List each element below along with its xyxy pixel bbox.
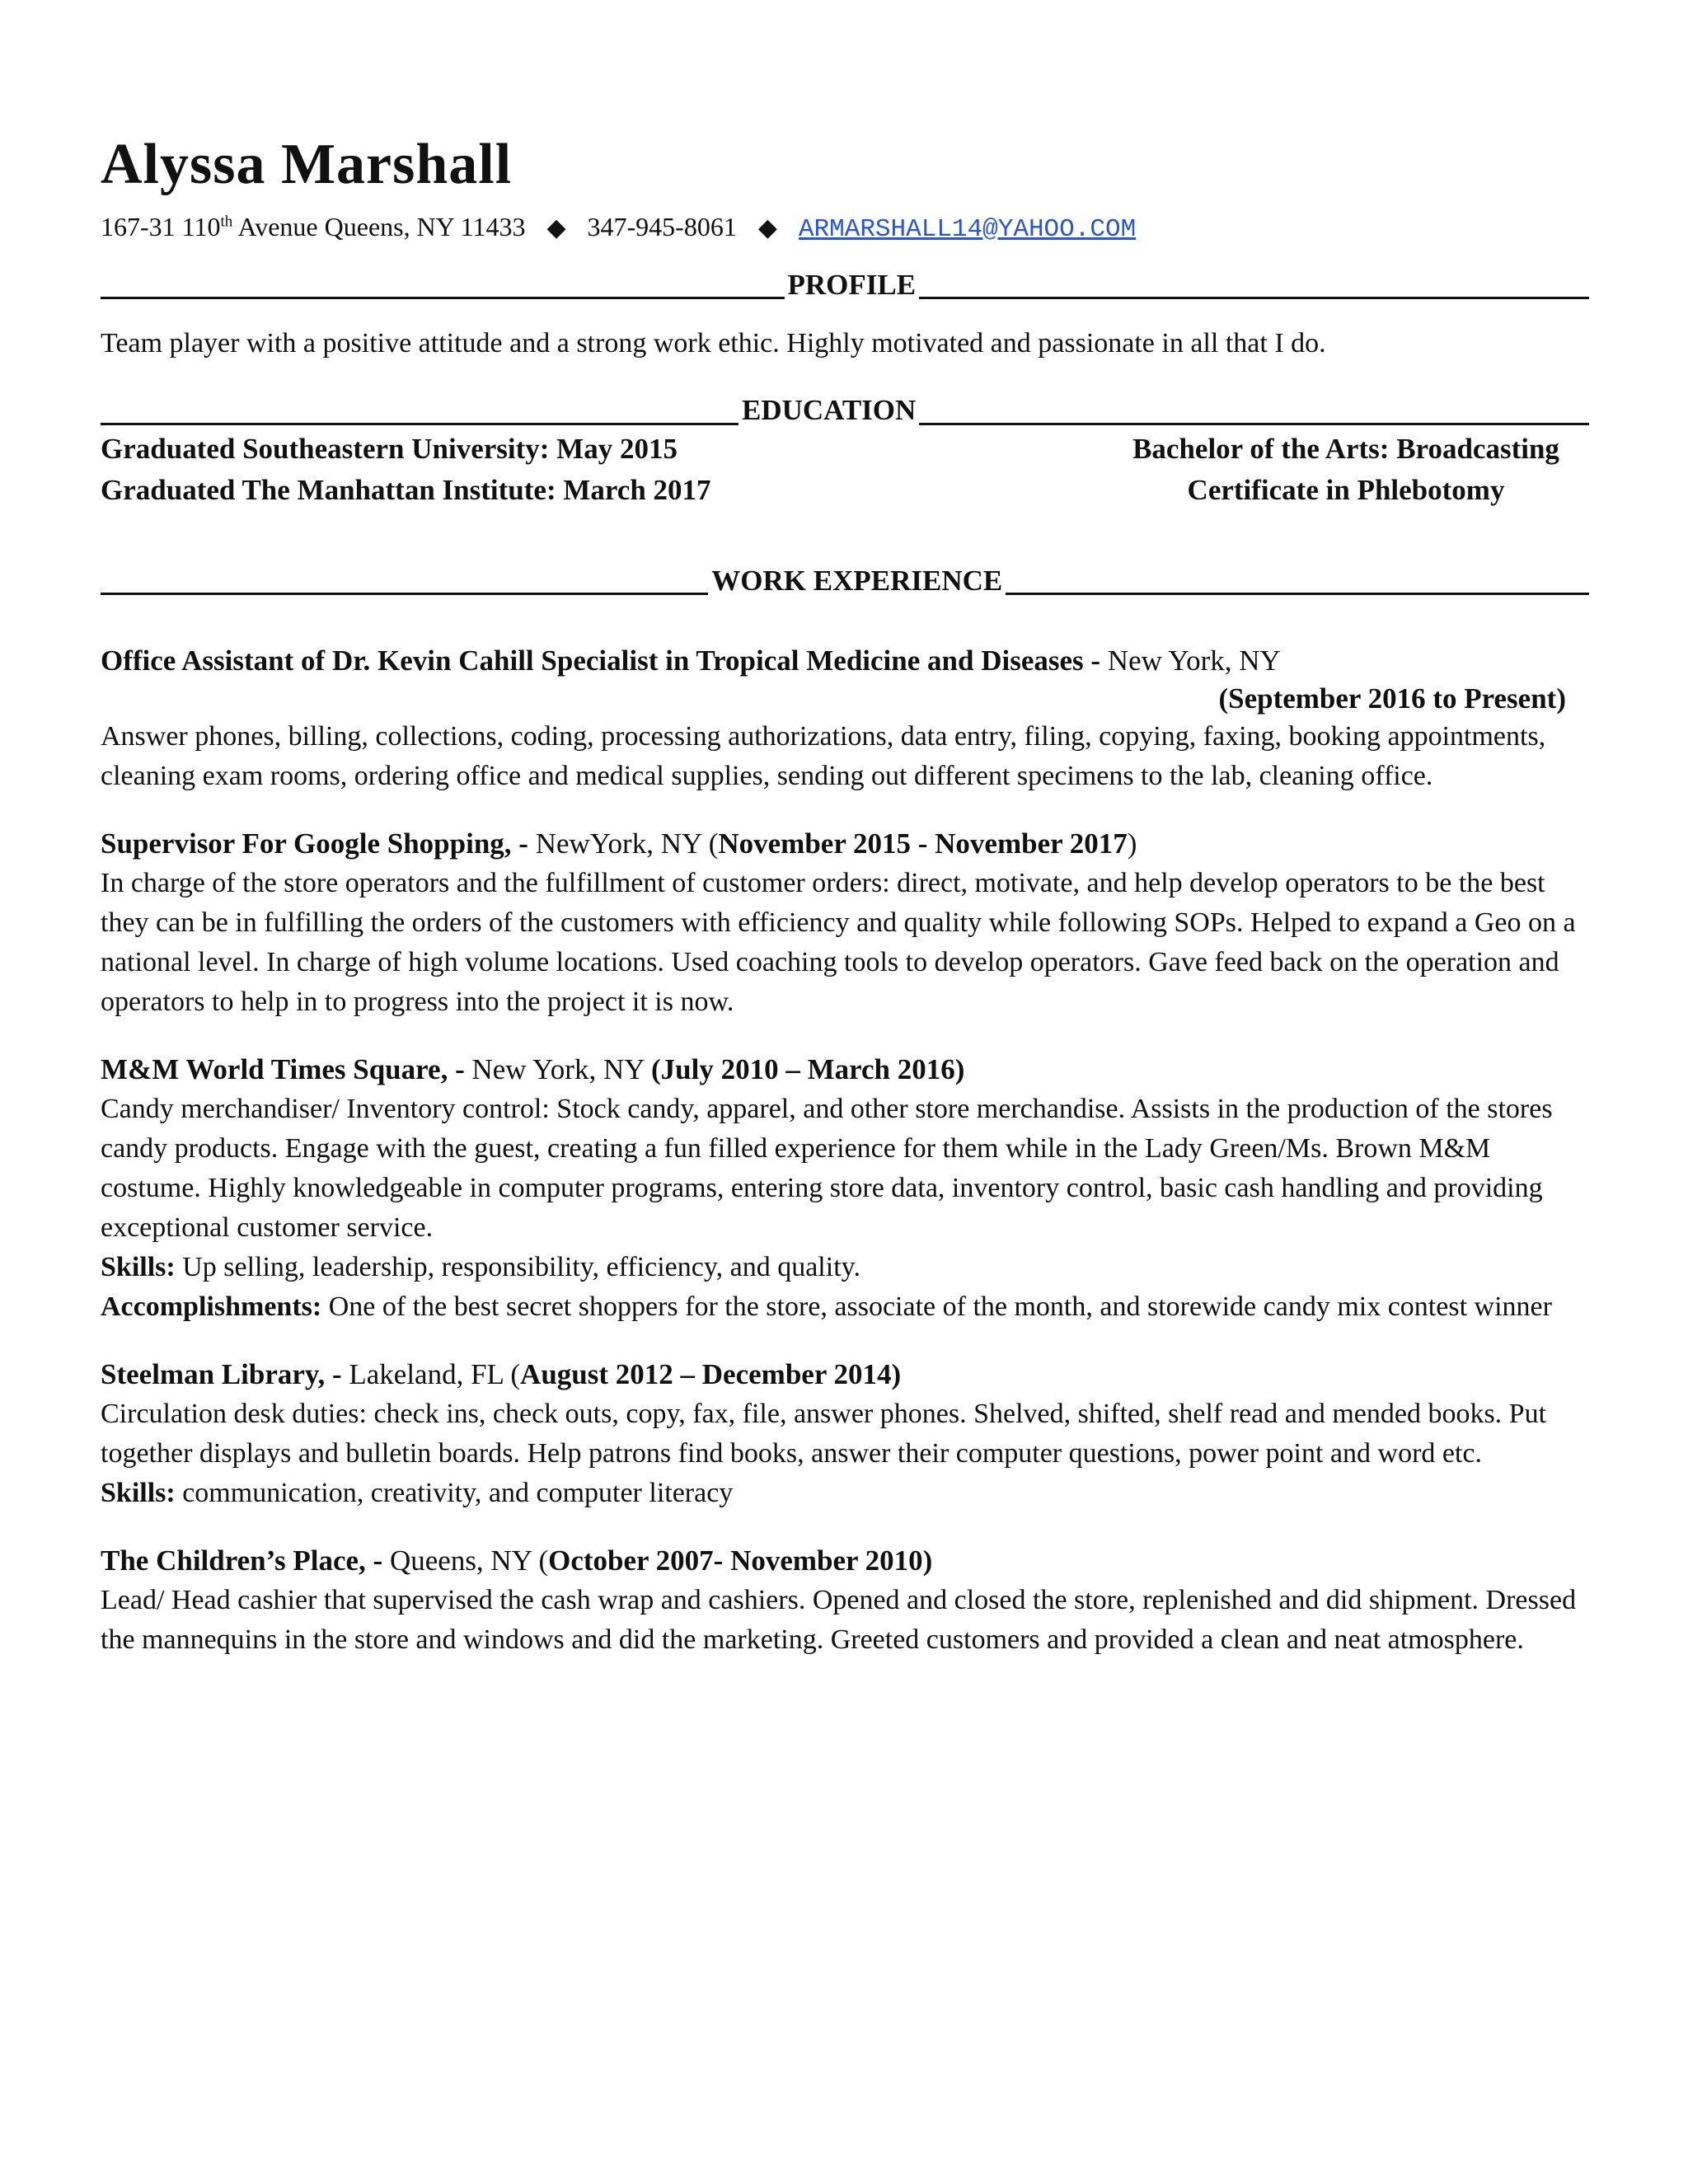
- job-skills: Skills: communication, creativity, and computer literacy: [101, 1478, 734, 1509]
- job-date: (September 2016 to Present): [1218, 682, 1566, 715]
- job-entry: [101, 1355, 1589, 1513]
- heading-rule-left: [101, 297, 785, 299]
- job-description: Lead/ Head cashier that supervised the cash wrap and cashiers. Opened and closed the store, replenished and did shipment. Dressed the mannequins in the store and windows and did the marketing. Greeted customers and provided a clean and neat atmosphere.: [101, 1585, 1577, 1656]
- job-title: Supervisor For Google Shopping, - NewYork, NY (November 2015 - November 2017): [101, 827, 1137, 860]
- job-skills: Skills: Up selling, leadership, responsibility, efficiency, and quality.: [101, 1252, 860, 1283]
- job-accomplishments: Accomplishments: One of the best secret shoppers for the store, associate of the month, and storewide candy mix contest winner: [101, 1291, 1552, 1323]
- job-title: M&M World Times Square, - New York, NY (July 2010 – March 2016): [101, 1053, 965, 1086]
- profile-heading: PROFILE: [101, 269, 1589, 302]
- job-description: Candy merchandiser/ Inventory control: Stock candy, apparel, and other store merchandise. Assists in the production of the stores candy products. Engage with the guest, creating a fun filled experience for them while in the Lady Green/Ms. Brown M&M costume. Highly knowledgeable in computer programs, entering store data, inventory control, basic cash handling and providing exceptional customer service.: [101, 1094, 1553, 1244]
- education-row: [101, 470, 1589, 511]
- phone: 347-945-8061: [587, 211, 737, 241]
- profile-text: Team player with a positive attitude and a strong work ethic. Highly motivated and passionate in all that I do.: [101, 328, 1326, 359]
- email-link[interactable]: ARMARSHALL14@YAHOO.COM: [798, 214, 1137, 244]
- heading-rule-right: [1006, 593, 1589, 595]
- education-degree: Certificate in Phlebotomy: [1187, 473, 1505, 506]
- diamond-separator-icon: ◆: [546, 213, 566, 241]
- job-description: Answer phones, billing, collections, coding, processing authorizations, data entry, filing, copying, faxing, booking appointments, cleaning exam rooms, ordering office and medical supplies, sending out different specimens to the lab, cleaning office.: [101, 721, 1546, 792]
- job-description: In charge of the store operators and the fulfillment of customer orders: direct, motivate, and help develop operators to be the best they can be in fulfilling the orders of the customers with efficiency and quality while following SOPs. Helped to expand a Geo on a national level. In charge of high volume locations. Used coaching tools to develop operators. Gave feed back on the operation and operators to help in to progress into the project it is now.: [101, 868, 1576, 1018]
- work-experience-heading: WORK EXPERIENCE: [101, 565, 1589, 598]
- job-title: Steelman Library, - Lakeland, FL (August 2012 – December 2014): [101, 1358, 902, 1391]
- job-entry: [101, 1050, 1589, 1327]
- heading-rule-left: [101, 423, 738, 425]
- job-title: Office Assistant of Dr. Kevin Cahill Specialist in Tropical Medicine and Diseases - New York, NY: [101, 644, 1281, 677]
- education-school: Graduated Southeastern University: May 2015: [101, 432, 678, 465]
- education-degree: Bachelor of the Arts: Broadcasting: [1132, 432, 1559, 465]
- job-entry: [101, 824, 1589, 1022]
- education-school: Graduated The Manhattan Institute: March 2017: [101, 473, 711, 506]
- address: 167-31 110th Avenue Queens, NY 11433: [101, 211, 526, 241]
- diamond-separator-icon: ◆: [757, 213, 777, 241]
- education-heading: EDUCATION: [101, 395, 1589, 427]
- job-entry: [101, 1541, 1589, 1660]
- resume-name: Alyssa Marshall: [101, 133, 513, 196]
- education-row: [101, 429, 1589, 470]
- heading-rule-right: [919, 297, 1589, 299]
- contact-line: [101, 210, 1589, 246]
- job-description: Circulation desk duties: check ins, check outs, copy, fax, file, answer phones. Shelved, shifted, shelf read and mended books. Put together displays and bulletin boards. Help patrons find books, answer their computer questions, power point and word etc.: [101, 1399, 1547, 1469]
- heading-rule-left: [101, 593, 708, 595]
- heading-rule-right: [919, 423, 1589, 425]
- job-entry: [101, 641, 1589, 796]
- job-title: The Children’s Place, - Queens, NY (October 2007- November 2010): [101, 1544, 933, 1577]
